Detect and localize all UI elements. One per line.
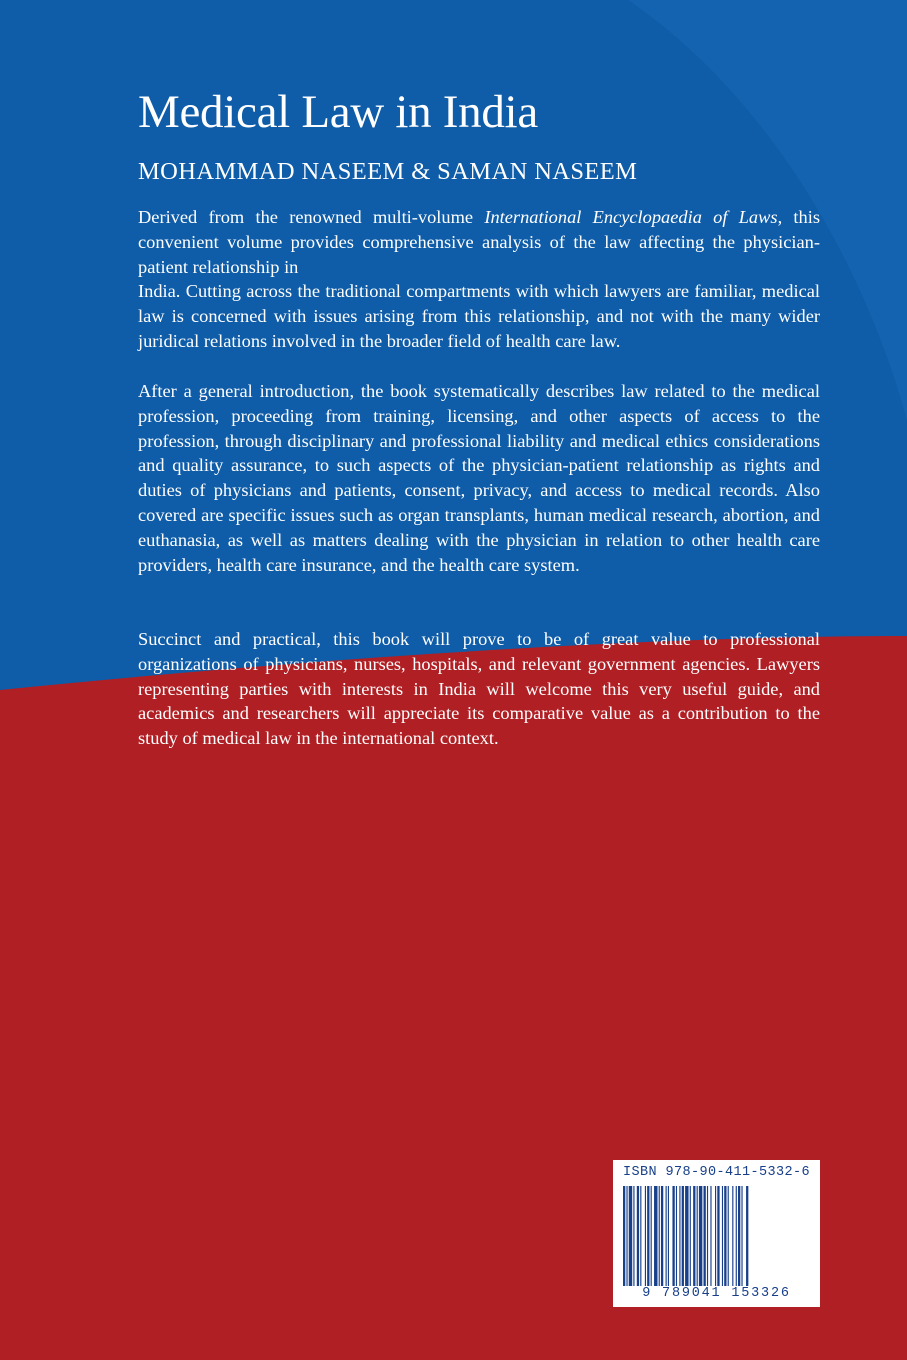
isbn-barcode-block [613, 1160, 820, 1307]
barcode-bar [722, 1186, 723, 1286]
barcode-bar [661, 1186, 663, 1286]
barcode-bar [668, 1186, 669, 1286]
paragraph-1-continuation: India. Cutting across the traditional compartments with which lawyers are familiar, medical law is concerned with issues arising from this relationship, and not with the many wider juridical relations involved in the broader field of health care law. [138, 281, 820, 351]
barcode-bar [715, 1186, 716, 1286]
barcode-bar [704, 1186, 706, 1286]
barcode-bar [697, 1186, 698, 1286]
barcode-bar [676, 1186, 677, 1286]
barcode-bar [728, 1186, 729, 1286]
barcode-bar [672, 1186, 674, 1286]
barcode-bar [682, 1186, 684, 1286]
barcode-bar [690, 1186, 691, 1286]
barcode-bar [629, 1186, 632, 1286]
barcode-bar [746, 1186, 748, 1286]
encyclopaedia-title: International Encyclopaedia of Laws [484, 207, 778, 227]
barcode-bar [732, 1186, 733, 1286]
barcode-bar [623, 1186, 625, 1286]
description-paragraph-2: After a general introduction, the book systematically describes law related to the medical profession, proceeding from training, licensing, and other aspects of access to the profession, through disciplinary and professional liability and medical ethics considerations and quality assurance, to such aspects of the physician-patient relationship as rights and duties of physicians and patients, consent, privacy, and access to medical records. Also covered are specific issues such as organ transplants, human medical research, abortion, and euthanasia, as well as matters dealing with the physician in relation to other health care providers, health care insurance, and the health care system. [138, 381, 820, 575]
barcode-bar [654, 1186, 657, 1286]
barcode-bar [685, 1186, 688, 1286]
barcode-bar [640, 1186, 641, 1286]
barcode-bar [645, 1186, 646, 1286]
barcode-bar [637, 1186, 639, 1286]
paragraph-1-text: , this convenient volume provides comprehensive analysis of the law affecting the physician-patient relationship in [138, 207, 820, 277]
barcode-bar [659, 1186, 660, 1286]
barcode-digits: 9 789041 153326 [642, 1286, 791, 1301]
paragraph-1-lead-text: Derived from the renowned multi-volume [138, 207, 485, 227]
barcode-icon [623, 1186, 810, 1286]
description-paragraph-3: Succinct and practical, this book will prove to be of great value to professional organizations of physicians, nurses, hospitals, and relevant government agencies. Lawyers representing parties with interests in India will welcome this very useful guide, and academics and researchers will appreciate its comparative value as a contribution to the study of medical law in the international context. [138, 629, 820, 749]
book-authors: MOHAMMAD NASEEM & SAMAN NASEEM [138, 158, 638, 185]
barcode-bar [707, 1186, 708, 1286]
description-paragraph-1 [138, 205, 820, 354]
book-title: Medical Law in India [138, 86, 538, 138]
barcode-bar [738, 1186, 740, 1286]
barcode-bar [666, 1186, 667, 1286]
barcode-bar [633, 1186, 634, 1286]
barcode-bar [699, 1186, 702, 1286]
isbn-label: ISBN 978-90-411-5332-6 [622, 1165, 811, 1180]
barcode-bar [736, 1186, 737, 1286]
barcode-bar [724, 1186, 726, 1286]
barcode-bar [710, 1186, 711, 1286]
barcode-bar [626, 1186, 627, 1286]
barcode-bar [647, 1186, 649, 1286]
barcode-bar [741, 1186, 742, 1286]
barcode-bar [693, 1186, 695, 1286]
barcode-bar [717, 1186, 719, 1286]
barcode-bar [679, 1186, 680, 1286]
barcode-bar [651, 1186, 652, 1286]
